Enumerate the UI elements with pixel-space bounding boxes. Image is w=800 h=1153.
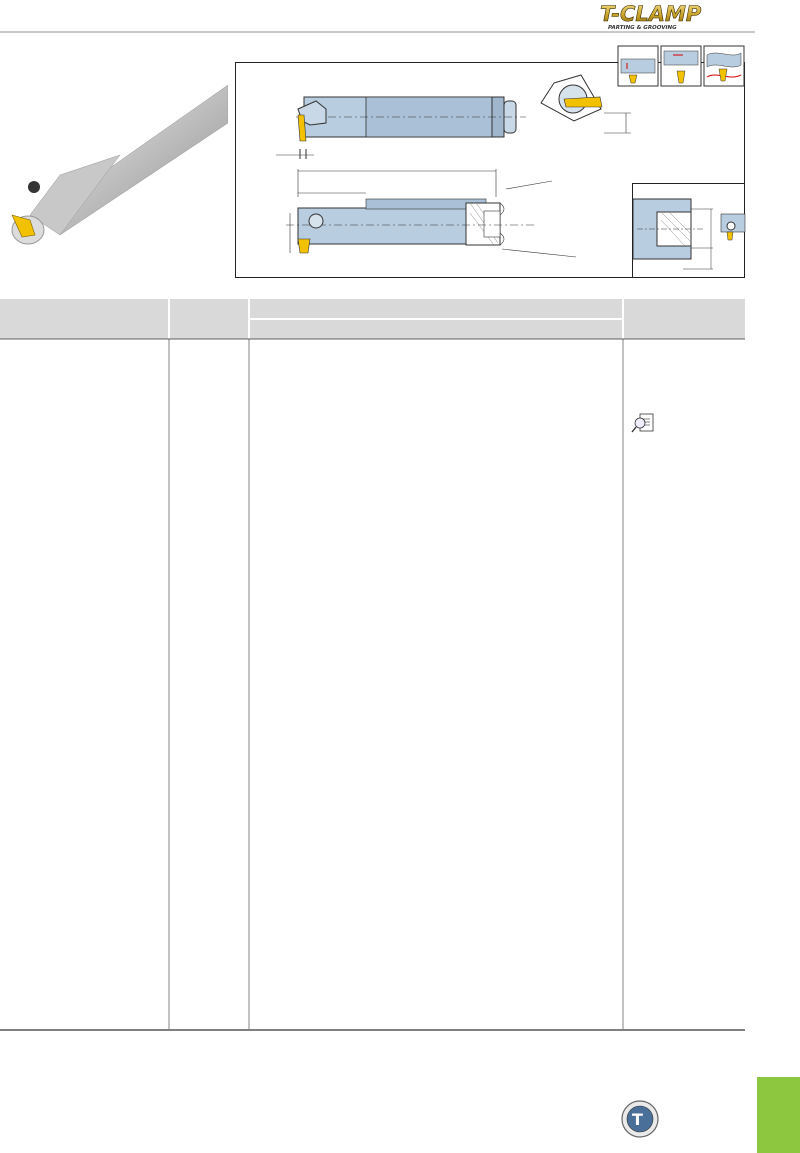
face-grooving-icon: [661, 46, 701, 86]
svg-text:T-CLAMP: T-CLAMP: [600, 2, 702, 26]
magnifier-catalog-icon: [632, 414, 653, 432]
section-tab: [757, 1077, 800, 1153]
internal-grooving-icon: [618, 46, 658, 86]
header-rule: [0, 31, 755, 33]
product-photo: [0, 45, 228, 285]
t-clamp-logo: [596, 1, 746, 31]
svg-text:PARTING & GROOVING: PARTING & GROOVING: [608, 25, 677, 31]
profiling-icon: [704, 46, 744, 86]
product-table: [0, 299, 745, 1033]
application-icons: [617, 45, 745, 87]
bore-detail-drawing: [632, 183, 745, 278]
svg-text:T: T: [632, 1110, 643, 1129]
taegutec-logo: [620, 1093, 744, 1141]
